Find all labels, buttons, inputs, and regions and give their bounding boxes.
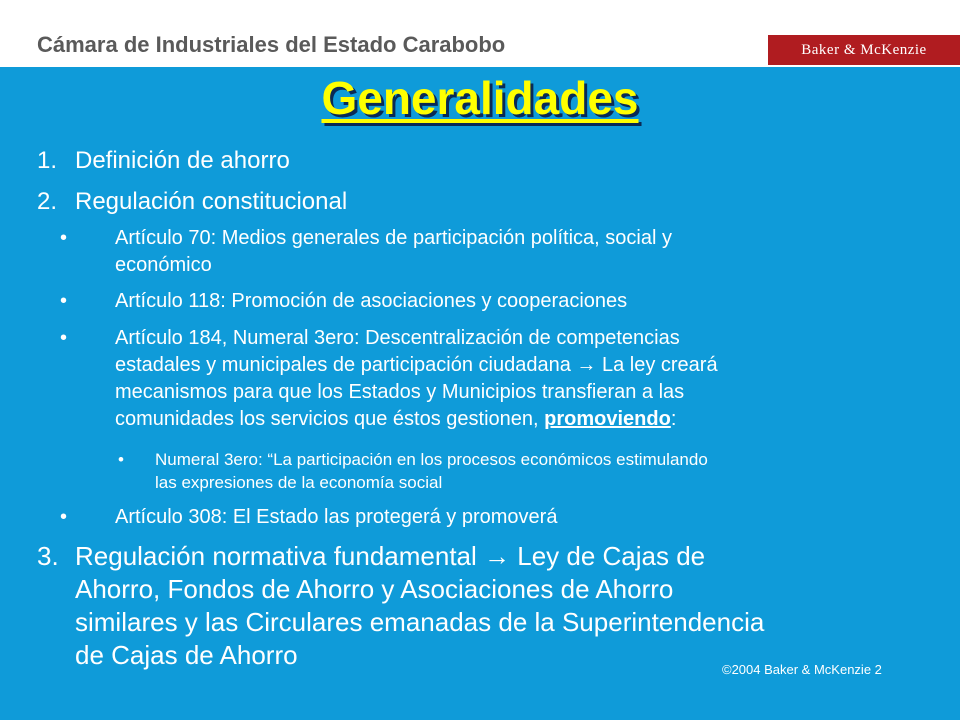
bullet-3-line-4	[115, 408, 676, 431]
bullet-marker: •	[60, 290, 68, 312]
item-3-line-2: Ahorro, Fondos de Ahorro y Asociaciones de Ahorro	[75, 574, 674, 604]
item-1-number: 1.	[37, 147, 58, 174]
item-3-number: 3.	[37, 541, 59, 571]
item-3-line-4: de Cajas de Ahorro	[75, 640, 298, 670]
baker-mckenzie-logo: Baker & McKenzie	[768, 35, 960, 65]
bullet-marker: •	[60, 327, 68, 349]
item-2-text: Regulación constitucional	[75, 188, 348, 215]
subbullet-marker: •	[118, 450, 124, 469]
bullet-2-line-1: Artículo 118: Promoción de asociaciones y cooperaciones	[115, 290, 628, 312]
bullet-4-line-1: Artículo 308: El Estado las protegerá y promoverá	[115, 506, 558, 528]
bullet-1-line-1: Artículo 70: Medios generales de participación política, social y	[115, 227, 672, 249]
item-3-line-3: similares y las Circulares emanadas de la Superintendencia	[75, 607, 765, 637]
bullet-3-line-1: Artículo 184, Numeral 3ero: Descentralización de competencias	[115, 327, 680, 349]
bullet-3-line-4-text: comunidades los servicios que éstos gestionen,	[115, 408, 545, 430]
bullet-3-line-4-colon: :	[670, 408, 677, 430]
bullet-marker: •	[60, 227, 68, 249]
bullet-marker: •	[60, 506, 68, 528]
item-2-number: 2.	[37, 188, 58, 215]
header-bar	[0, 0, 960, 67]
organization-name: Cámara de Industriales del Estado Carabobo	[37, 32, 506, 57]
subbullet-1-line-2: las expresiones de la economía social	[155, 473, 443, 492]
copyright-footer: ©2004 Baker & McKenzie 2	[722, 662, 882, 677]
bullet-3-line-3: mecanismos para que los Estados y Municipios transfieran a las	[115, 381, 685, 403]
promoviendo-emphasis: promoviendo	[544, 408, 671, 430]
item-3-line-1: Regulación normativa fundamental → Ley de Cajas de	[75, 541, 706, 571]
item-1-text: Definición de ahorro	[75, 147, 290, 174]
slide-body	[0, 67, 960, 720]
bullet-3-line-2: estadales y municipales de participación ciudadana → La ley creará	[115, 354, 718, 376]
bullet-1-line-2: económico	[115, 254, 212, 276]
slide-title: Generalidades	[321, 72, 639, 124]
subbullet-1-line-1: Numeral 3ero: “La participación en los procesos económicos estimulando	[155, 450, 708, 469]
